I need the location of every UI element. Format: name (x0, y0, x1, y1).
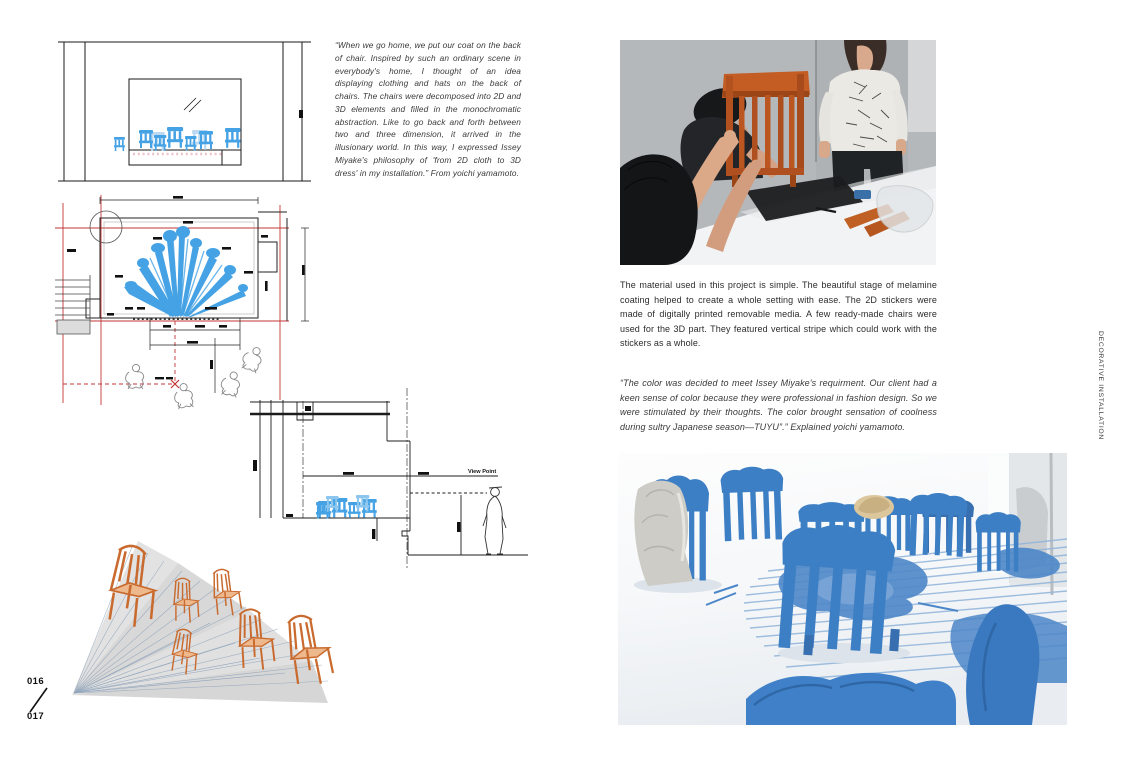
view-point-label: View Point (468, 469, 497, 475)
body-paragraph-1: The material used in this project is simple. The beautiful stage of melamine coating helped to create a whole setting with ease. The 2D stickers were made of digitally printed removable media. A few ready-made chairs were used for the 3D part. They featured vertical stripe which could work with the stickers as a whole. (620, 280, 937, 349)
viewer-figure (483, 487, 506, 554)
figure-sketch (219, 370, 242, 398)
figure-sketch (126, 364, 144, 389)
installation-photo (618, 453, 1067, 725)
chapter-sidebar-title: DECORATIVE INSTALLATION (1097, 331, 1104, 441)
plan-drawing (55, 195, 310, 410)
body-paragraph-2: “The color was decided to meet Issey Miyake's requirment. Our client had a keen sense of color because they were professional in fashion design. So we were stimulated by their thoughts. The color brought sensation of coolness during sultry Japanese season—TUYU”.” Explained yoichi yamamoto. (620, 378, 937, 432)
perspective-diagram (60, 533, 335, 728)
page-number-slash (26, 686, 52, 714)
page-numbers (26, 676, 66, 728)
elevation-dim-tick (299, 110, 303, 118)
blue-tape (854, 190, 871, 199)
plan-stairs (55, 275, 90, 334)
elevation-drawing (55, 38, 313, 186)
plan-column-circle (90, 211, 122, 243)
section-dim-labels (253, 406, 460, 539)
elevation-blue-chairs (114, 127, 240, 151)
page-number-top: 016 (27, 676, 45, 687)
plan-blue-splash (124, 226, 248, 317)
page-number-bottom: 017 (27, 711, 45, 722)
workshop-photo (620, 40, 936, 265)
designer-quote: “When we go home, we put our coat on the back of chair. Inspired by such an ordinary scene in everybody's home, I thought of an idea displaying clothing and hats on the back of chairs. The chairs were decomposed into 2D and 3D elements and filled in the monochromatic abstraction. Like to go back and forth between two and three dimension, it arrived in the illusionary world. In this way, I expressed Issey Miyake's philosophy of 'from 2D cloth to 3D dress' in my installation.” From yoichi yamamoto. (335, 40, 521, 178)
figure-sketch (240, 344, 265, 373)
figure-sketch (173, 383, 194, 410)
